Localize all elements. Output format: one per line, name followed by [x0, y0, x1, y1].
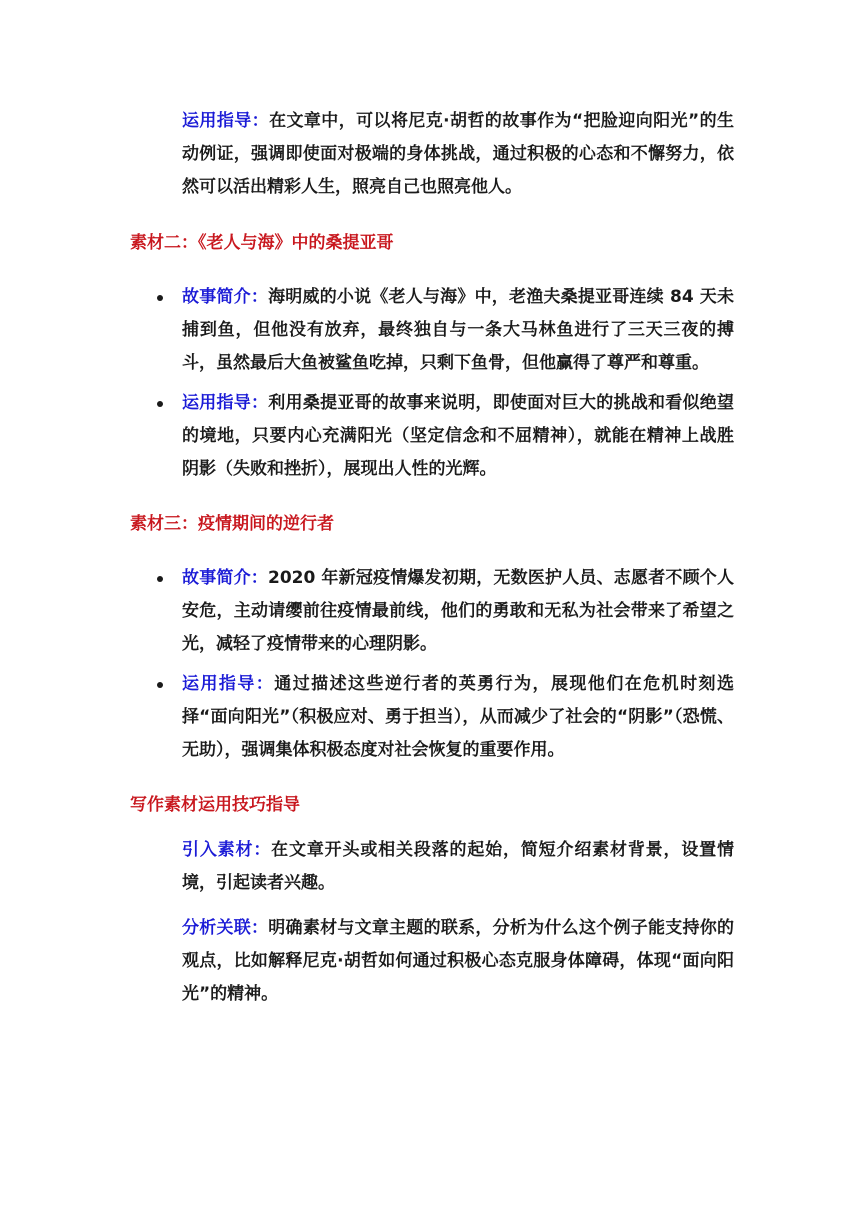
usage-guide-text: 通过描述这些逆行者的英勇行为，展现他们在危机时刻选择“面向阳光”（积极应对、勇于担当），从而减少了社会的“阴影”（恐慌、无助），强调集体积极态度对社会恢复的重要作用。 — [182, 674, 735, 760]
bullet-dot — [157, 295, 163, 301]
section-heading-material-3: 素材三：疫情期间的逆行者 — [130, 514, 334, 534]
list-item-usage-guide-2 — [182, 387, 734, 486]
intro-material-text: 在文章开头或相关段落的起始，简短介绍素材背景，设置情境，引起读者兴趣。 — [182, 840, 735, 893]
analysis-link-text: 明确素材与文章主题的联系，分析为什么这个例子能支持你的观点，比如解释尼克·胡哲如何通过积极心态克服身体障碍，体现“面向阳光”的精神。 — [182, 918, 735, 1004]
list-item-usage-guide-3 — [182, 668, 734, 767]
list-item-story-summary-2 — [182, 281, 734, 380]
bullet-dot — [157, 576, 163, 582]
list-item-story-summary-3 — [182, 562, 734, 661]
usage-guide-label: 运用指导： — [182, 393, 269, 413]
usage-guide-paragraph-1 — [182, 105, 734, 204]
bullet-dot — [157, 682, 163, 688]
story-summary-label: 故事简介： — [182, 568, 268, 588]
section-heading-writing-tips: 写作素材运用技巧指导 — [130, 795, 300, 815]
story-summary-text: 海明威的小说《老人与海》中，老渔夫桑提亚哥连续 84 天未捕到鱼，但他没有放弃，最终独自与一条大马林鱼进行了三天三夜的搏斗，虽然最后大鱼被鲨鱼吃掉，只剩下鱼骨，但他赢得了尊严和尊重。 — [182, 287, 735, 373]
usage-guide-text: 利用桑提亚哥的故事来说明，即使面对巨大的挑战和看似绝望的境地，只要内心充满阳光（坚定信念和不屈精神），就能在精神上战胜阴影（失败和挫折），展现出人性的光辉。 — [182, 393, 735, 479]
section-heading-material-2: 素材二：《老人与海》中的桑提亚哥 — [130, 233, 394, 253]
story-summary-text: 2020 年新冠疫情爆发初期，无数医护人员、志愿者不顾个人安危，主动请缨前往疫情最前线，他们的勇敢和无私为社会带来了希望之光，减轻了疫情带来的心理阴影。 — [182, 568, 735, 654]
analysis-link-paragraph — [182, 912, 734, 1011]
usage-guide-label: 运用指导： — [182, 111, 270, 131]
intro-material-paragraph — [182, 834, 734, 900]
bullet-dot — [157, 401, 163, 407]
usage-guide-label: 运用指导： — [182, 674, 275, 694]
usage-guide-text: 在文章中，可以将尼克·胡哲的故事作为“把脸迎向阳光”的生动例证，强调即使面对极端的身体挑战，通过积极的心态和不懈努力，依然可以活出精彩人生，照亮自己也照亮他人。 — [182, 111, 734, 197]
intro-material-label: 引入素材： — [182, 840, 272, 860]
analysis-link-label: 分析关联： — [182, 918, 269, 938]
story-summary-label: 故事简介： — [182, 287, 269, 307]
